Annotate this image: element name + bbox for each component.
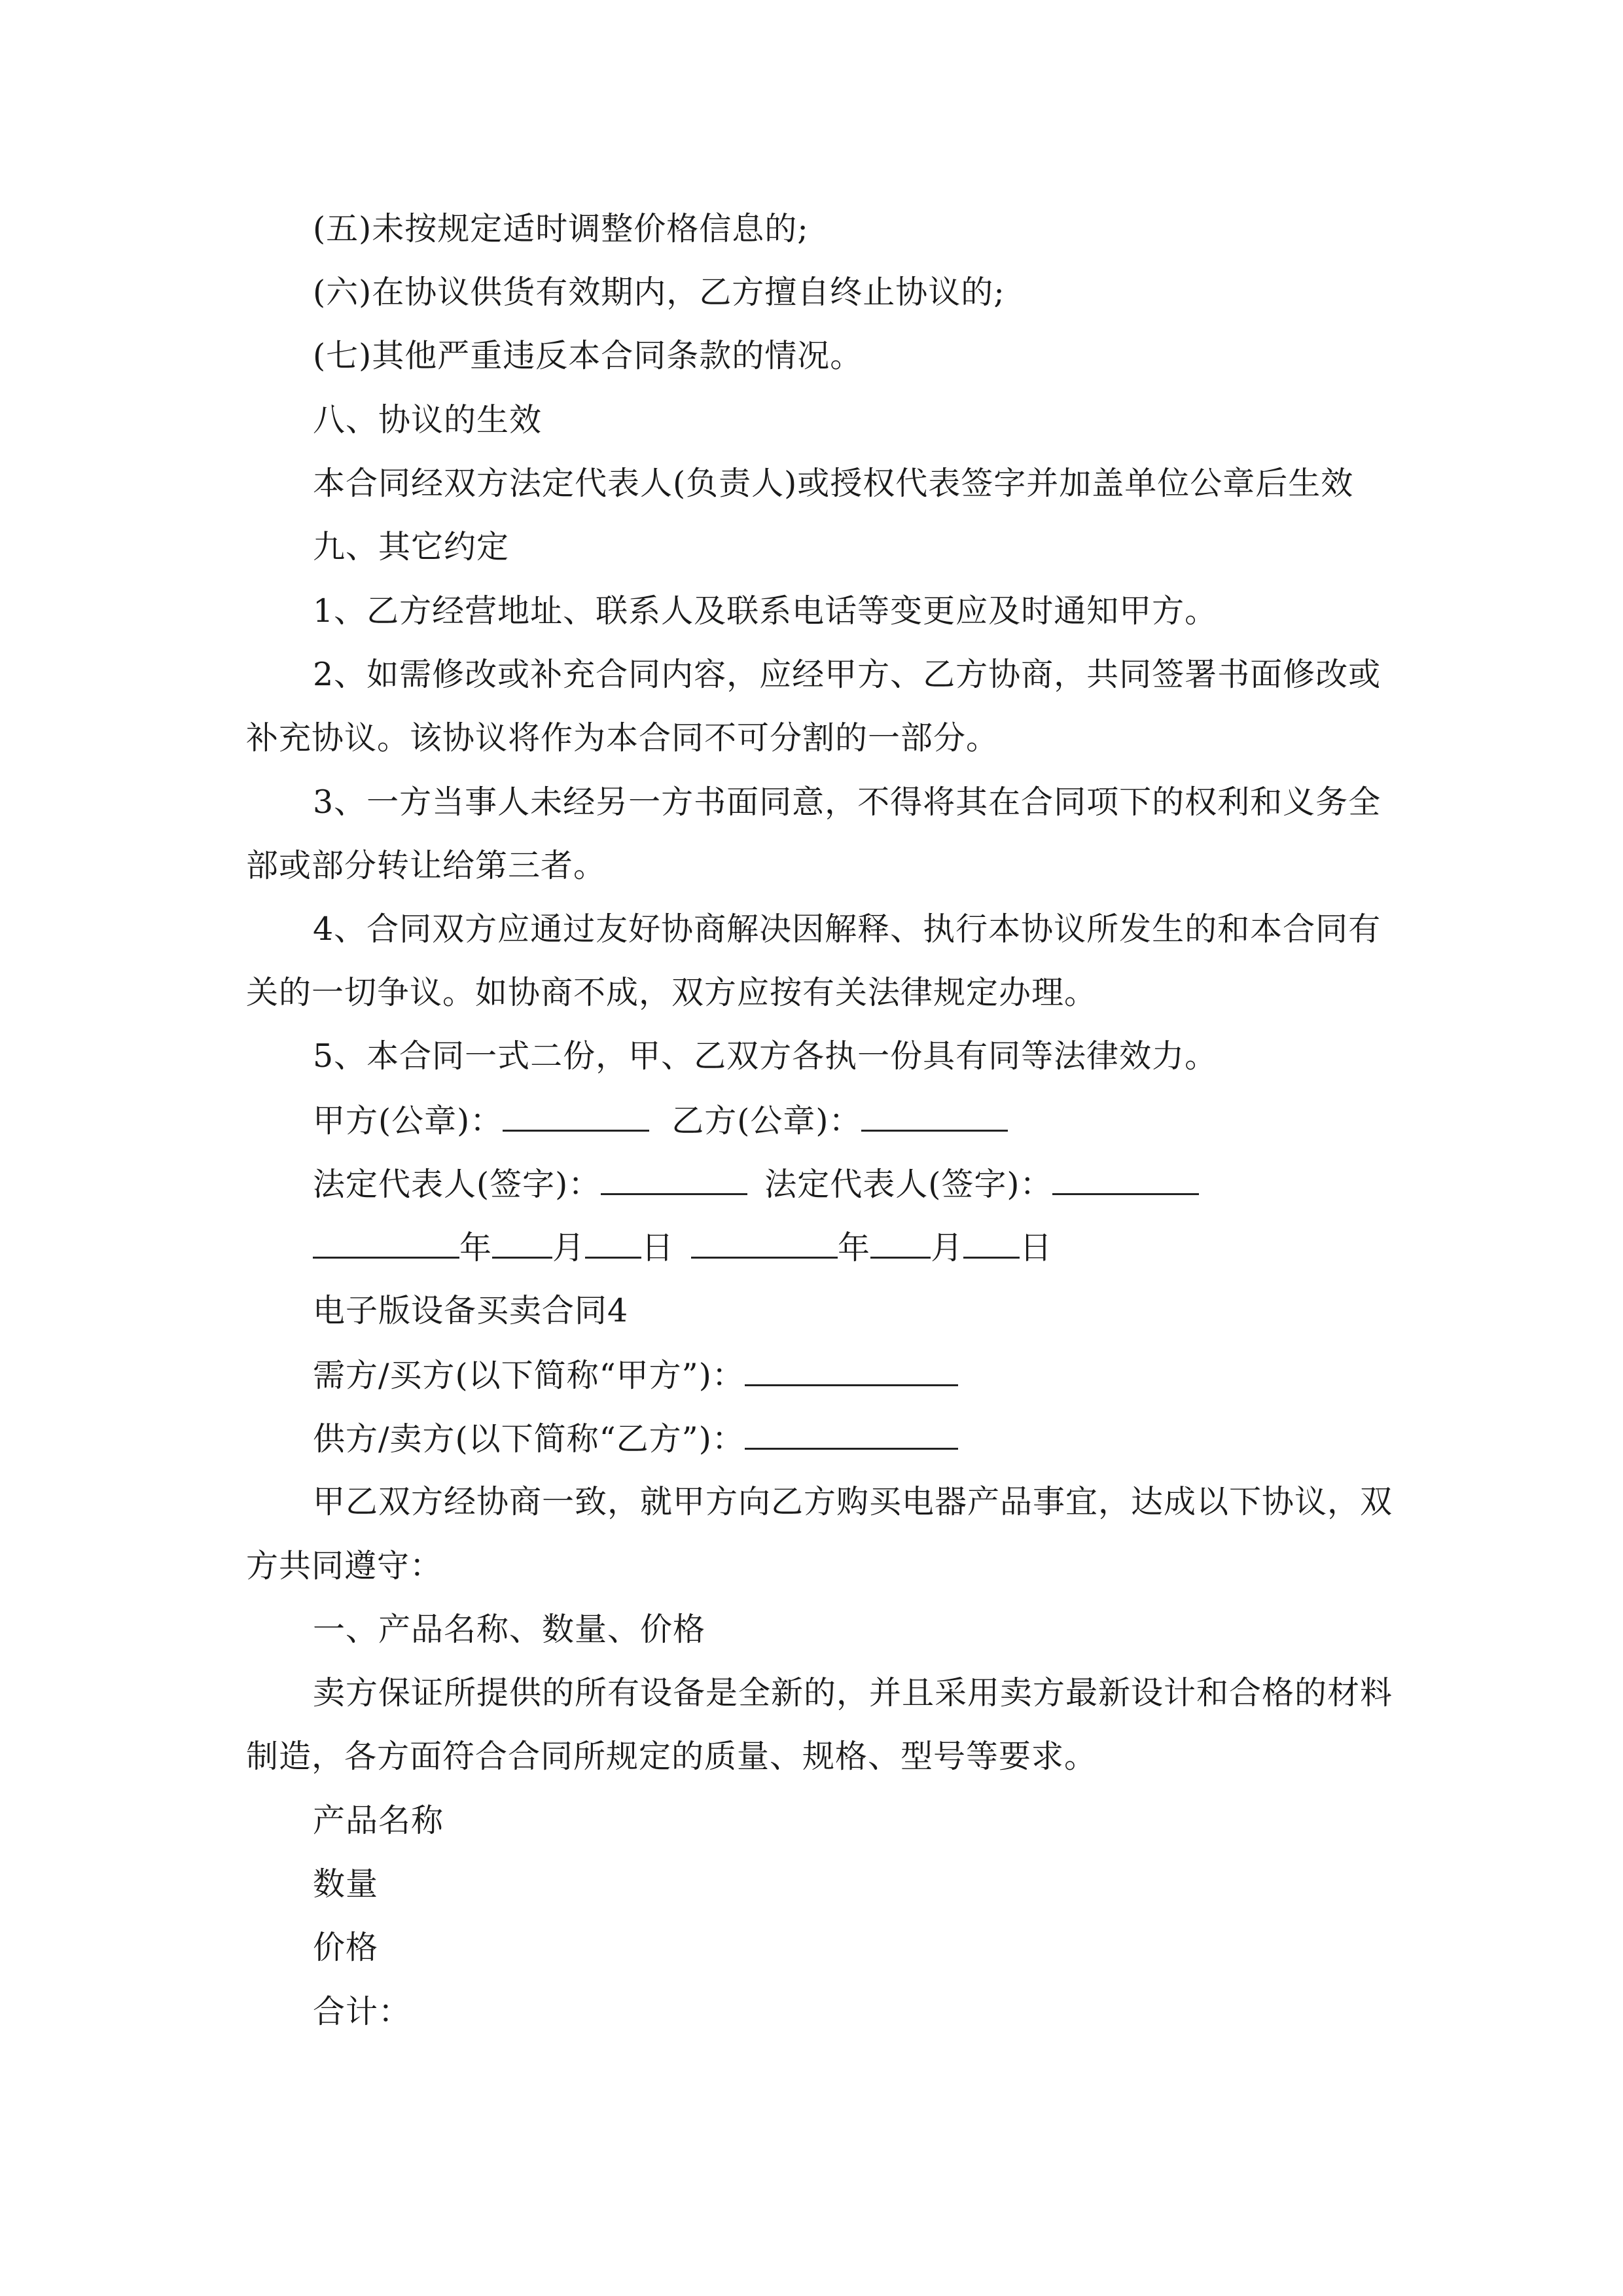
year-label: 年 — [459, 1229, 493, 1266]
day-label: 日 — [1020, 1229, 1053, 1266]
party-b-month-blank[interactable] — [870, 1228, 931, 1259]
seal-row — [313, 1101, 1008, 1141]
guarantee-line-2: 制造，各方面符合合同所规定的质量、规格、型号等要求。 — [246, 1738, 1097, 1775]
other-term-2-line-2: 补充协议。该协议将作为本合同不可分割的一部分。 — [246, 719, 999, 757]
party-a-legal-rep-label: 法定代表人(签字)： — [313, 1166, 601, 1203]
guarantee-line-1: 卖方保证所提供的所有设备是全新的，并且采用卖方最新设计和合格的材料 — [313, 1674, 1393, 1712]
seller-row — [313, 1419, 958, 1459]
other-term-4-line-1: 4、合同双方应通过友好协商解决因解释、执行本协议所发生的和本合同有 — [313, 910, 1382, 948]
field-quantity: 数量 — [313, 1865, 379, 1903]
effectiveness-text: 本合同经双方法定代表人(负责人)或授权代表签字并加盖单位公章后生效 — [313, 465, 1354, 502]
field-product-name: 产品名称 — [313, 1802, 444, 1839]
month-label: 月 — [931, 1229, 964, 1266]
clause-item-7: (七)其他严重违反本合同条款的情况。 — [313, 337, 863, 374]
field-price: 价格 — [313, 1929, 379, 1966]
buyer-blank[interactable] — [745, 1355, 958, 1386]
buyer-row — [313, 1355, 958, 1395]
party-b-seal-label: 乙方(公章)： — [671, 1102, 862, 1139]
section-heading-8: 八、协议的生效 — [313, 401, 543, 439]
legal-rep-row — [313, 1164, 1199, 1204]
other-term-4-line-2: 关的一切争议。如协商不成，双方应按有关法律规定办理。 — [246, 974, 1097, 1011]
other-term-1: 1、乙方经营地址、联系人及联系电话等变更应及时通知甲方。 — [313, 592, 1218, 630]
field-total: 合计： — [313, 1993, 412, 2030]
intro-line-1: 甲乙双方经协商一致，就甲方向乙方购买电器产品事宜，达成以下协议，双 — [313, 1483, 1393, 1520]
other-term-5: 5、本合同一式二份，甲、乙双方各执一份具有同等法律效力。 — [313, 1037, 1218, 1075]
seller-blank[interactable] — [745, 1419, 958, 1450]
party-a-day-blank[interactable] — [585, 1228, 641, 1259]
party-a-seal-blank[interactable] — [503, 1101, 649, 1132]
party-b-seal-blank[interactable] — [861, 1101, 1008, 1132]
party-b-legal-rep-blank[interactable] — [1052, 1164, 1199, 1195]
other-term-3-line-2: 部或部分转让给第三者。 — [246, 847, 607, 884]
party-a-legal-rep-blank[interactable] — [601, 1164, 747, 1195]
party-b-day-blank[interactable] — [963, 1228, 1020, 1259]
party-b-legal-rep-label: 法定代表人(签字)： — [764, 1166, 1053, 1203]
contract-title: 电子版设备买卖合同4 — [313, 1292, 629, 1329]
year-label: 年 — [838, 1229, 871, 1266]
buyer-label: 需方/买方(以下简称“甲方”)： — [313, 1357, 745, 1394]
intro-line-2: 方共同遵守： — [246, 1547, 443, 1585]
month-label: 月 — [552, 1229, 586, 1266]
section-heading-9: 九、其它约定 — [313, 528, 510, 565]
party-b-year-blank[interactable] — [691, 1228, 838, 1259]
clause-item-5: (五)未按规定适时调整价格信息的; — [313, 210, 809, 247]
clause-item-6: (六)在协议供货有效期内，乙方擅自终止协议的; — [313, 274, 1005, 311]
party-a-month-blank[interactable] — [492, 1228, 552, 1259]
other-term-2-line-1: 2、如需修改或补充合同内容，应经甲方、乙方协商，共同签署书面修改或 — [313, 656, 1382, 693]
section-heading-1: 一、产品名称、数量、价格 — [313, 1611, 706, 1648]
party-a-year-blank[interactable] — [313, 1228, 459, 1259]
day-label: 日 — [641, 1229, 675, 1266]
party-a-seal-label: 甲方(公章)： — [313, 1102, 503, 1139]
seller-label: 供方/卖方(以下简称“乙方”)： — [313, 1420, 745, 1458]
date-row — [313, 1228, 1052, 1268]
other-term-3-line-1: 3、一方当事人未经另一方书面同意，不得将其在合同项下的权利和义务全 — [313, 783, 1382, 821]
